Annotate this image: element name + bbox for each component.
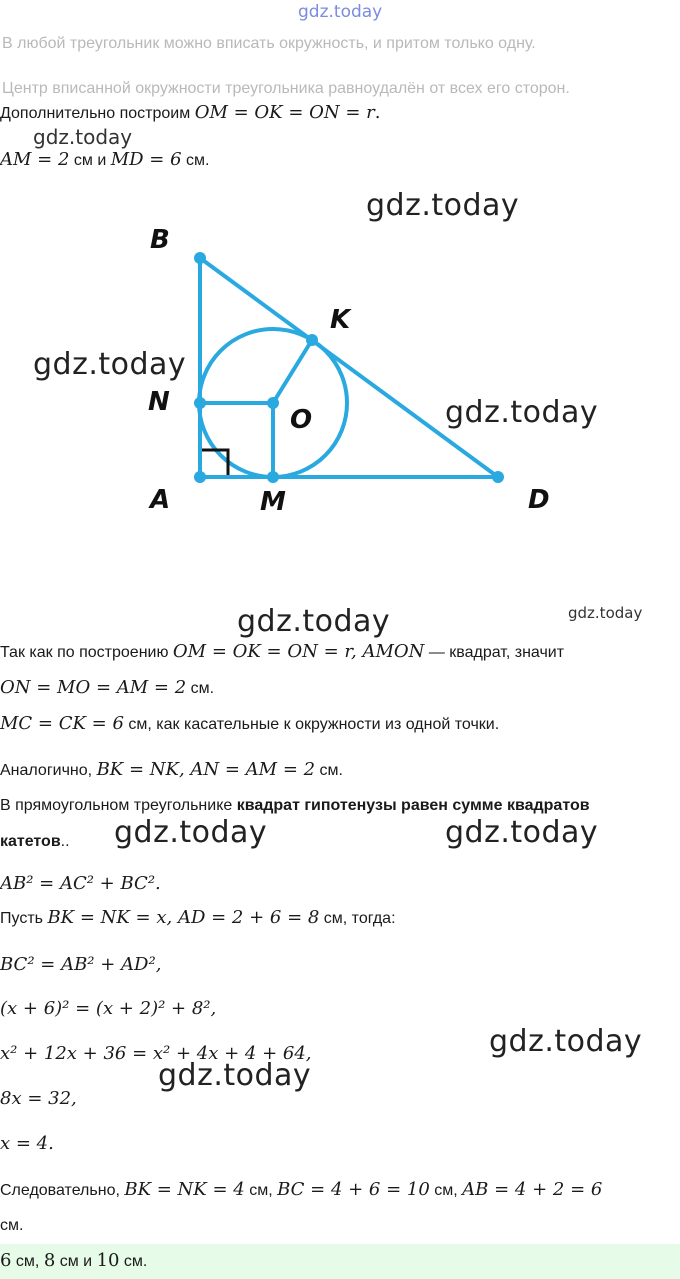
math: BK = NK = x, AD = 2 + 6 = 8 (47, 907, 320, 928)
watermark: gdz.today (237, 604, 391, 639)
text: см, (15, 1253, 40, 1270)
point-b (194, 252, 206, 264)
solution-line-3 (0, 714, 499, 735)
text: см, (249, 1182, 273, 1199)
solution-line-7 (0, 1180, 602, 1201)
watermark-top: gdz.today (298, 2, 383, 22)
point-m (267, 471, 279, 483)
text: — квадрат, значит (428, 644, 565, 661)
equation-6: x = 4. (0, 1133, 54, 1154)
side-bd (200, 258, 498, 477)
math: ON = MO = AM = 2 (0, 677, 187, 698)
solution-line-5 (0, 796, 590, 816)
point-d (492, 471, 504, 483)
theorem-line-2: Центр вписанной окружности треугольника равноудалён от всех его сторон. (2, 80, 570, 97)
solution-line-1 (0, 642, 564, 663)
solution-line-2 (0, 678, 214, 699)
solution-line-6 (0, 908, 396, 929)
text: см, тогда: (323, 910, 396, 927)
label-o: O (290, 405, 313, 435)
given-md: MD = 6 (110, 149, 182, 170)
math: OM = OK = ON = r, AMON (172, 641, 425, 662)
text: см. (0, 1217, 24, 1234)
text: Следовательно, (0, 1182, 120, 1199)
construction-prefix: Дополнительно построим (0, 105, 191, 122)
unit-text: см и (73, 152, 107, 169)
answer-box (0, 1244, 680, 1279)
unit-text: см. (186, 152, 210, 169)
solution-line-4 (0, 760, 343, 781)
equation-3: (x + 6)² = (x + 2)² + 8², (0, 998, 217, 1019)
given-line (0, 150, 209, 171)
answer-text (0, 1251, 147, 1272)
watermark: gdz.today (114, 815, 268, 850)
construction-math: OM = OK = ON = r (194, 102, 375, 123)
watermark: gdz.today (366, 188, 520, 223)
label-b: B (150, 225, 170, 255)
point-a (194, 471, 206, 483)
triangle-figure (140, 220, 560, 520)
answer-value: 6 (0, 1250, 12, 1271)
text: см, (434, 1182, 458, 1199)
label-m: M (260, 487, 286, 517)
text: см, как касательные к окружности из одной точки. (128, 716, 500, 733)
watermark: gdz.today (445, 815, 599, 850)
label-a: A (150, 485, 171, 515)
text: см. (190, 680, 215, 697)
construction-line: Дополнительно построим OM = OK = ON = r. (0, 102, 381, 123)
point-k (306, 334, 318, 346)
given-am: AM = 2 (0, 149, 70, 170)
math: BK = NK = 4 (124, 1179, 245, 1200)
text: см и (59, 1253, 93, 1270)
text: .. (60, 833, 70, 850)
answer-value: 10 (96, 1250, 120, 1271)
answer-value: 8 (43, 1250, 56, 1271)
label-d: D (528, 485, 550, 515)
solution-line-5b (0, 832, 70, 852)
equation-5: 8x = 32, (0, 1088, 77, 1109)
equation-4: x² + 12x + 36 = x² + 4x + 4 + 64, (0, 1043, 312, 1064)
math: BK = NK, AN = AM = 2 (96, 759, 316, 780)
math: AB = 4 + 2 = 6 (462, 1179, 603, 1200)
segment-ok (273, 340, 312, 403)
watermark: gdz.today (33, 125, 133, 149)
watermark: gdz.today (489, 1024, 643, 1059)
watermark: gdz.today (158, 1058, 312, 1093)
text: Аналогично, (0, 762, 93, 779)
watermark: gdz.today (33, 347, 187, 382)
equation-1: AB² = AC² + BC². (0, 873, 161, 894)
label-k: K (330, 305, 351, 335)
right-angle-mark (202, 450, 228, 475)
math: BC = 4 + 6 = 10 (277, 1179, 430, 1200)
watermark: gdz.today (568, 604, 643, 622)
text: В прямоугольном треугольнике (0, 797, 233, 814)
equation-2: BC² = AB² + AD², (0, 954, 162, 975)
solution-line-7b (0, 1216, 23, 1236)
text: Так как по построению (0, 644, 169, 661)
point-n (194, 397, 206, 409)
math: MC = CK = 6 (0, 713, 124, 734)
bold-text: катетов (0, 833, 61, 850)
text: см. (319, 762, 343, 779)
text: Пусть (0, 910, 43, 927)
theorem-line-1: В любой треугольник можно вписать окружность, и притом только одну. (2, 35, 536, 52)
label-n: N (148, 387, 170, 417)
point-o (267, 397, 279, 409)
watermark: gdz.today (445, 395, 599, 430)
text: см. (123, 1253, 148, 1270)
bold-text: квадрат гипотенузы равен сумме квадратов (236, 797, 590, 814)
